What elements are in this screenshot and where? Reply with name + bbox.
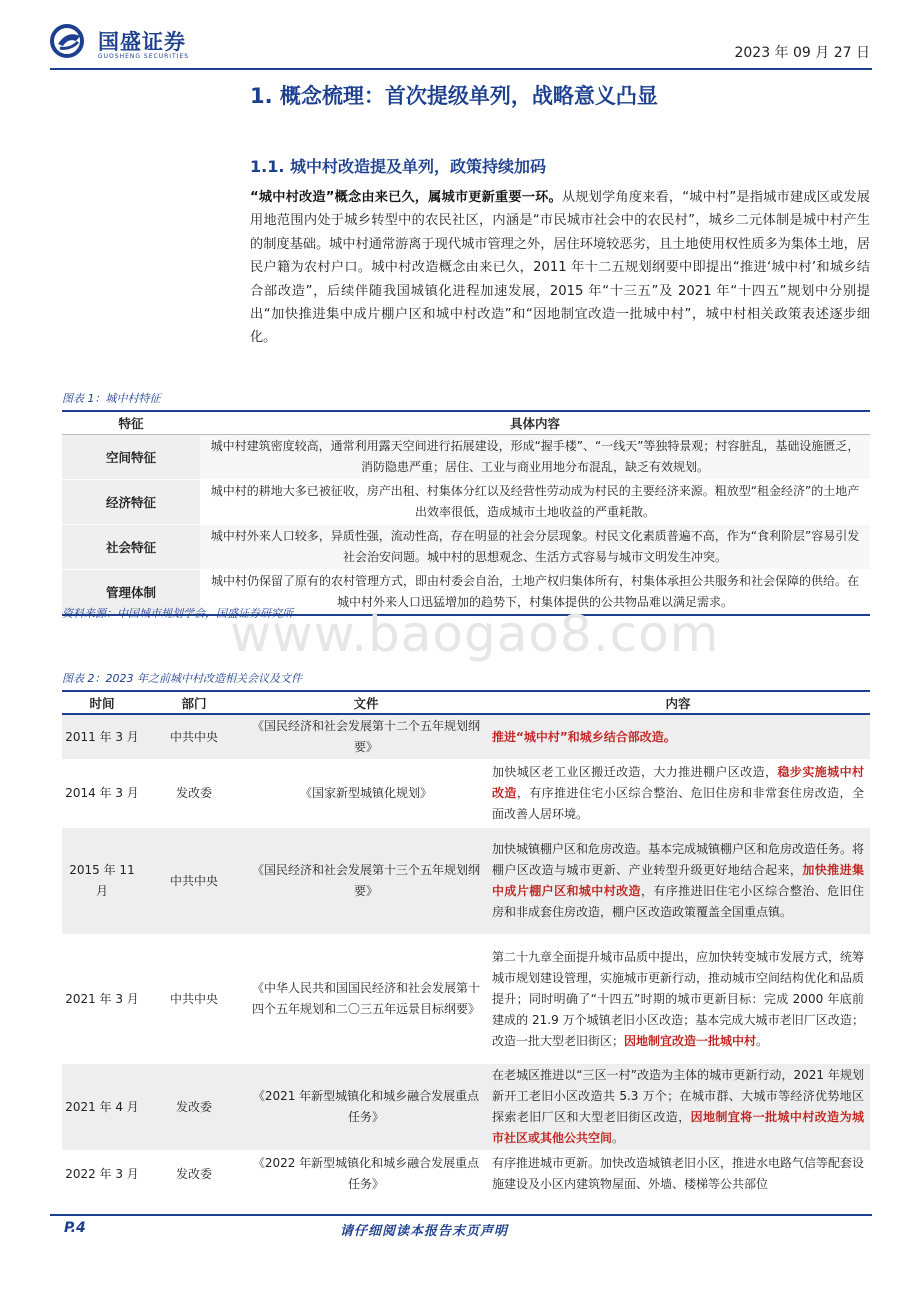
row-doc: 《中华人民共和国国民经济和社会发展第十四个五年规划和二〇三五年远景目标纲要》 xyxy=(246,935,486,1063)
page-header xyxy=(50,22,872,70)
row-content xyxy=(486,760,870,827)
table-header: 部门 xyxy=(142,691,246,714)
row-doc: 《国民经济和社会发展第十二个五年规划纲要》 xyxy=(246,714,486,760)
content-text: 有序推进城市更新。加快改造城镇老旧小区，推进水电路气信等配套设施建设及小区内建筑物屋面、外墙、楼梯等公共部位 xyxy=(492,1156,865,1191)
row-content xyxy=(486,1151,870,1197)
feature-name: 经济特征 xyxy=(62,480,200,525)
content-highlight: 加快推进集中成片棚户区和城中村改造 xyxy=(492,863,864,898)
row-doc: 《2021 年新型城镇化和城乡融合发展重点任务》 xyxy=(246,1063,486,1151)
row-time: 2021 年 3 月 xyxy=(62,935,142,1063)
row-dept: 发改委 xyxy=(142,1063,246,1151)
row-content xyxy=(486,714,870,760)
table-row xyxy=(62,1063,870,1151)
guosheng-logo-icon xyxy=(50,24,94,58)
content-text: 在老城区推进以“三区一村”改造为主体的城市更新行动，2021 年规划新开工老旧小区改造共 5.3 万个；在城市群、大城市等经济优势地区探索老旧厂区和大型老旧街区改造， xyxy=(492,1068,864,1124)
content-text: 第二十九章全面提升城市品质中提出，应加快转变城市发展方式，统筹城市规划建设管理，实施城市更新行动，推动城市空间结构优化和品质提升；同时明确了“十四五”时期的城市更新目标：完成 2000 年底前建成的 21.9 万个城镇老旧小区改造；基本完成大城市老旧厂区改造；改造一批大型老旧街区； xyxy=(492,949,865,1048)
paragraph-lead: “城中村改造”概念由来已久，属城市更新重要一环。 xyxy=(250,190,562,205)
feature-content: 城中村建筑密度较高，通常利用露天空间进行拓展建设，形成“握手楼”、“一线天”等独特景观；村容脏乱，基础设施匮乏，消防隐患严重；居住、工业与商业用地分布混乱，缺乏有效规划。 xyxy=(200,435,870,480)
logo-text: 国盛证券 xyxy=(98,30,186,54)
row-time: 2015 年 11 月 xyxy=(62,827,142,935)
paragraph-text: 从规划学角度来看，“城中村”是指城市建成区或发展用地范围内处于城乡转型中的农民社区，内涵是“市民城市社会中的农民村”，城乡二元体制是城中村产生的制度基础。城中村通常游离于现代城市管理之外，居住环境较恶劣，且土地使用权性质多为集体土地，居民户籍为农村户口。城中村改造概念由来已久，2011 年十二五规划纲要中即提出“推进‘城中村’和城乡结合部改造”，后续伴随我国城镇化进程加速发展，2015 年“十三五”及 2021 年“十四五”规划中分别提出“加快推进集中成片棚户区和城中村改造”和“因地制宜改造一批城中村”，城中村相关政策表述逐步细化。 xyxy=(250,190,870,346)
section-heading: 1. 概念梳理：首次提级单列，战略意义凸显 xyxy=(250,84,658,108)
content-text: 加快城镇棚户区和危房改造。基本完成城镇棚户区和危房改造任务。将棚户区改造与城市更新、产业转型升级更好地结合起来， xyxy=(492,842,865,877)
row-time: 2014 年 3 月 xyxy=(62,760,142,827)
row-doc: 《国民经济和社会发展第十三个五年规划纲要》 xyxy=(246,827,486,935)
row-dept: 中共中央 xyxy=(142,827,246,935)
table-row xyxy=(62,935,870,1063)
feature-name: 管理体制 xyxy=(62,570,200,616)
table-header: 时间 xyxy=(62,691,142,714)
footer-divider xyxy=(50,1214,872,1216)
row-dept: 中共中央 xyxy=(142,714,246,760)
table-row xyxy=(62,525,870,570)
content-highlight: 因地制宜改造一批城中村 xyxy=(624,1033,757,1048)
subsection-heading: 1.1. 城中村改造提及单列，政策持续加码 xyxy=(250,157,546,176)
row-dept: 发改委 xyxy=(142,1151,246,1197)
content-text: 。 xyxy=(612,1131,625,1145)
row-time: 2011 年 3 月 xyxy=(62,714,142,760)
table-row xyxy=(62,714,870,760)
table-row xyxy=(62,435,870,480)
feature-content: 城中村仍保留了原有的农村管理方式，即由村委会自治，土地产权归集体所有，村集体承担公共服务和社会保障的供给。在城中村外来人口迅猛增加的趋势下，村集体提供的公共物品难以满足需求。 xyxy=(200,570,870,616)
content-text: ，有序推进住宅小区综合整治、危旧住房和非常套住房改造，全面改善人居环境。 xyxy=(492,786,864,821)
table-row xyxy=(62,760,870,827)
table-row xyxy=(62,827,870,935)
table-header: 具体内容 xyxy=(200,411,870,435)
row-doc: 《国家新型城镇化规划》 xyxy=(246,760,486,827)
policy-table xyxy=(62,690,870,1198)
content-highlight: 稳步实施城中村改造 xyxy=(492,765,864,800)
table-row xyxy=(62,480,870,525)
content-text: 。 xyxy=(756,1033,769,1048)
figure-2-title: 图表 2：2023 年之前城中村改造相关会议及文件 xyxy=(62,672,302,685)
figure-1-source: 资料来源：中国城市规划学会，国盛证券研究所 xyxy=(62,607,293,620)
logo-subtext: GUOSHENG SECURITIES xyxy=(98,53,190,60)
row-dept: 发改委 xyxy=(142,760,246,827)
row-time: 2021 年 4 月 xyxy=(62,1063,142,1151)
table-header: 内容 xyxy=(486,691,870,714)
feature-content: 城中村外来人口较多，异质性强，流动性高，存在明显的社会分层现象。村民文化素质普遍不高，作为“食利阶层”容易引发社会治安问题。城中村的思想观念、生活方式容易与城市文明发生冲突。 xyxy=(200,525,870,570)
footer-disclaimer: 请仔细阅读本报告末页声明 xyxy=(340,1224,509,1239)
body-paragraph xyxy=(250,186,870,350)
table-header: 特征 xyxy=(62,411,200,435)
row-content xyxy=(486,827,870,935)
content-text: 加快城区老工业区搬迁改造，大力推进棚户区改造， xyxy=(492,765,778,779)
table-row xyxy=(62,1151,870,1197)
row-content xyxy=(486,935,870,1063)
content-text: ，有序推进旧住宅小区综合整治、危旧住房和非成套住房改造，棚户区改造政策覆盖全国重点镇。 xyxy=(492,884,864,919)
features-table xyxy=(62,410,870,616)
watermark: www.baogao8.com xyxy=(230,605,720,663)
feature-name: 空间特征 xyxy=(62,435,200,480)
row-dept: 中共中央 xyxy=(142,935,246,1063)
row-time: 2022 年 3 月 xyxy=(62,1151,142,1197)
content-highlight: 推进“城中村”和城乡结合部改造。 xyxy=(492,729,676,744)
content-highlight: 因地制宜将一批城中村改造为城市社区或其他公共空间 xyxy=(492,1110,864,1145)
page-number: P.4 xyxy=(64,1220,86,1236)
feature-content: 城中村的耕地大多已被征收，房产出租、村集体分红以及经营性劳动成为村民的主要经济来源。粗放型“租金经济”的土地产出效率很低，造成城市土地收益的严重耗散。 xyxy=(200,480,870,525)
figure-1-title: 图表 1：城中村特征 xyxy=(62,392,161,405)
feature-name: 社会特征 xyxy=(62,525,200,570)
table-header: 文件 xyxy=(246,691,486,714)
report-date: 2023 年 09 月 27 日 xyxy=(734,45,870,61)
row-doc: 《2022 年新型城镇化和城乡融合发展重点任务》 xyxy=(246,1151,486,1197)
row-content xyxy=(486,1063,870,1151)
